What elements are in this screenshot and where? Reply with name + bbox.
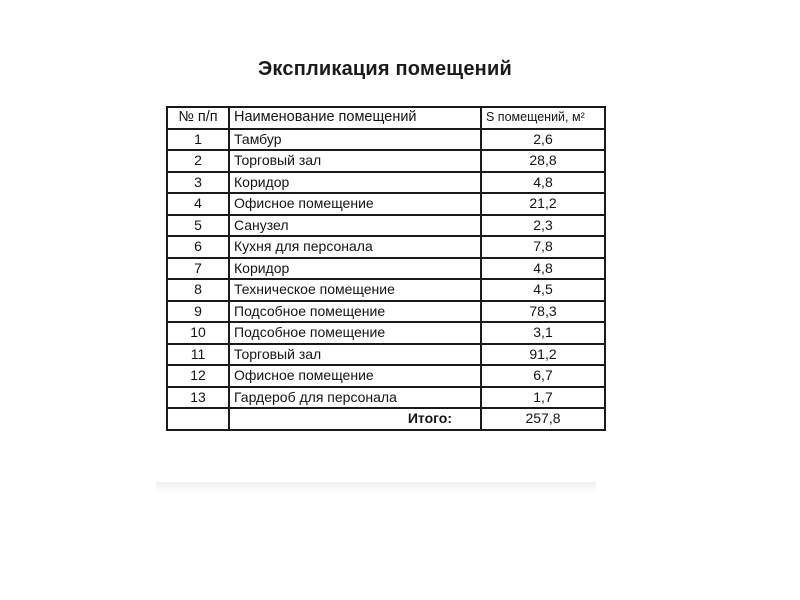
row-name-cell: Офисное помещение	[229, 193, 481, 215]
row-area-cell: 21,2	[481, 193, 605, 215]
row-area-cell: 91,2	[481, 344, 605, 366]
header-area: S помещений, м²	[481, 107, 605, 129]
row-name-cell: Коридор	[229, 258, 481, 280]
row-num-cell: 3	[167, 172, 229, 194]
table-row	[167, 258, 605, 280]
table-row	[167, 387, 605, 409]
header-num: № п/п	[167, 107, 229, 129]
row-num-cell: 7	[167, 258, 229, 280]
table-row	[167, 365, 605, 387]
table-row	[167, 279, 605, 301]
row-name-cell: Коридор	[229, 172, 481, 194]
total-label: Итого:	[229, 408, 481, 430]
row-num-cell: 10	[167, 322, 229, 344]
table-row	[167, 193, 605, 215]
table-row	[167, 236, 605, 258]
row-name-cell: Техническое помещение	[229, 279, 481, 301]
row-name-cell: Торговый зал	[229, 150, 481, 172]
row-name-cell: Гардероб для персонала	[229, 387, 481, 409]
table-row	[167, 129, 605, 151]
row-name-cell: Тамбур	[229, 129, 481, 151]
table-header-row	[167, 107, 605, 129]
row-name-cell: Торговый зал	[229, 344, 481, 366]
row-num-cell: 8	[167, 279, 229, 301]
row-area-cell: 6,7	[481, 365, 605, 387]
row-area-cell: 78,3	[481, 301, 605, 323]
total-empty-cell	[167, 408, 229, 430]
row-name-cell: Подсобное помещение	[229, 322, 481, 344]
row-area-cell: 3,1	[481, 322, 605, 344]
table-total-row	[167, 408, 605, 430]
table-row	[167, 301, 605, 323]
row-name-cell: Кухня для персонала	[229, 236, 481, 258]
row-area-cell: 7,8	[481, 236, 605, 258]
row-area-cell: 2,3	[481, 215, 605, 237]
row-area-cell: 4,5	[481, 279, 605, 301]
page-title: Экспликация помещений	[258, 58, 512, 80]
row-name-cell: Санузел	[229, 215, 481, 237]
row-num-cell: 13	[167, 387, 229, 409]
row-name-cell: Подсобное помещение	[229, 301, 481, 323]
table	[166, 106, 606, 431]
table-body	[167, 129, 605, 409]
row-area-cell: 4,8	[481, 258, 605, 280]
row-num-cell: 1	[167, 129, 229, 151]
row-num-cell: 2	[167, 150, 229, 172]
scan-shadow	[156, 482, 596, 494]
table-row	[167, 215, 605, 237]
row-area-cell: 2,6	[481, 129, 605, 151]
total-value: 257,8	[481, 408, 605, 430]
row-num-cell: 12	[167, 365, 229, 387]
table-row	[167, 322, 605, 344]
row-num-cell: 11	[167, 344, 229, 366]
row-name-cell: Офисное помещение	[229, 365, 481, 387]
row-num-cell: 6	[167, 236, 229, 258]
table-row	[167, 172, 605, 194]
room-explication-table	[166, 106, 606, 431]
row-area-cell: 1,7	[481, 387, 605, 409]
table-row	[167, 150, 605, 172]
row-area-cell: 4,8	[481, 172, 605, 194]
row-num-cell: 5	[167, 215, 229, 237]
row-area-cell: 28,8	[481, 150, 605, 172]
row-num-cell: 4	[167, 193, 229, 215]
table-row	[167, 344, 605, 366]
header-name: Наименование помещений	[229, 107, 481, 129]
row-num-cell: 9	[167, 301, 229, 323]
